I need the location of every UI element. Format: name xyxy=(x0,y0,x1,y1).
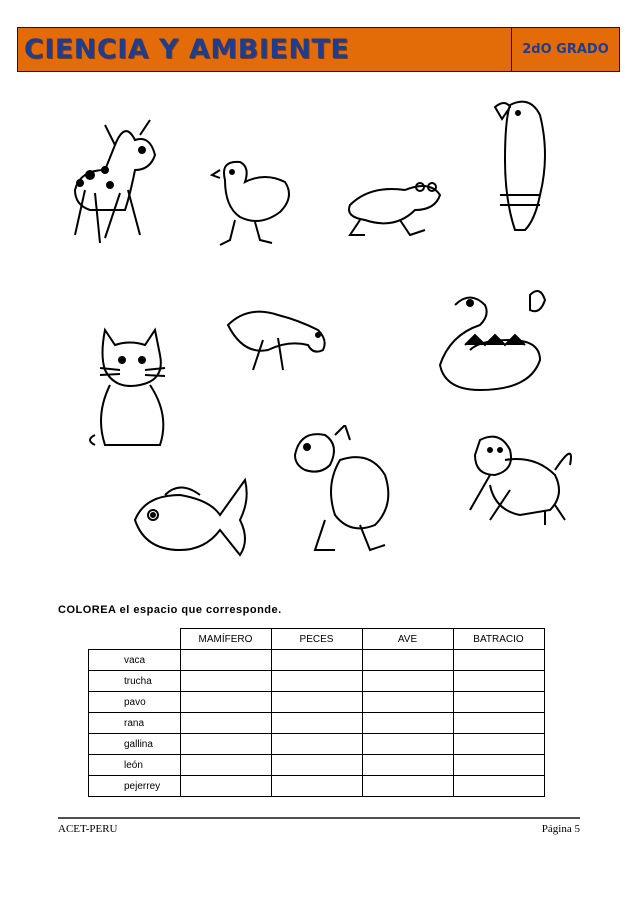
color-cell[interactable] xyxy=(271,713,362,734)
animal-illustrations xyxy=(0,85,638,585)
row-label: pejerrey xyxy=(89,776,181,797)
color-cell[interactable] xyxy=(453,776,544,797)
cat-illustration xyxy=(85,320,175,455)
color-cell[interactable] xyxy=(453,650,544,671)
color-cell[interactable] xyxy=(453,671,544,692)
grade-label: 2dO GRADO xyxy=(522,42,609,57)
color-cell[interactable] xyxy=(453,734,544,755)
color-cell[interactable] xyxy=(271,734,362,755)
chicken-illustration xyxy=(205,150,300,250)
table-corner-cell xyxy=(89,629,181,650)
footer-page-number: Página 5 xyxy=(541,823,580,835)
instruction-text: COLOREA el espacio que corresponde. xyxy=(58,604,282,616)
color-cell[interactable] xyxy=(180,713,271,734)
color-cell[interactable] xyxy=(271,671,362,692)
page-header xyxy=(17,27,620,72)
color-cell[interactable] xyxy=(271,776,362,797)
table-row xyxy=(89,650,545,671)
row-label: pavo xyxy=(89,692,181,713)
color-cell[interactable] xyxy=(362,734,453,755)
color-cell[interactable] xyxy=(362,776,453,797)
frog-illustration xyxy=(340,175,450,240)
color-cell[interactable] xyxy=(180,650,271,671)
footer-organization: ACET-PERU xyxy=(58,823,118,835)
table-row xyxy=(89,755,545,776)
color-cell[interactable] xyxy=(180,671,271,692)
color-cell[interactable] xyxy=(453,692,544,713)
table-row xyxy=(89,713,545,734)
row-label: trucha xyxy=(89,671,181,692)
color-cell[interactable] xyxy=(180,692,271,713)
table-row xyxy=(89,776,545,797)
color-cell[interactable] xyxy=(362,713,453,734)
header-grade-cell xyxy=(511,28,619,71)
header-title-cell xyxy=(18,28,511,71)
classification-table xyxy=(88,628,545,797)
color-cell[interactable] xyxy=(180,734,271,755)
footer-divider xyxy=(58,817,580,819)
monkey-illustration xyxy=(460,430,580,530)
parrot-illustration xyxy=(480,95,560,235)
row-label: león xyxy=(89,755,181,776)
column-header-ave: AVE xyxy=(362,629,453,650)
deer-illustration xyxy=(60,115,170,265)
column-header-batracio: BATRACIO xyxy=(453,629,544,650)
color-cell[interactable] xyxy=(271,650,362,671)
ostrich-illustration xyxy=(218,300,338,380)
page-title: CIENCIA Y AMBIENTE xyxy=(24,34,350,65)
color-cell[interactable] xyxy=(180,776,271,797)
row-label: gallina xyxy=(89,734,181,755)
color-cell[interactable] xyxy=(271,755,362,776)
color-cell[interactable] xyxy=(362,755,453,776)
table-row xyxy=(89,734,545,755)
color-cell[interactable] xyxy=(271,692,362,713)
table-row xyxy=(89,692,545,713)
color-cell[interactable] xyxy=(362,650,453,671)
table-header-row xyxy=(89,629,545,650)
color-cell[interactable] xyxy=(453,755,544,776)
row-label: vaca xyxy=(89,650,181,671)
turtle-illustration xyxy=(285,425,395,555)
column-header-mamifero: MAMÍFERO xyxy=(180,629,271,650)
color-cell[interactable] xyxy=(453,713,544,734)
row-label: rana xyxy=(89,713,181,734)
color-cell[interactable] xyxy=(362,671,453,692)
color-cell[interactable] xyxy=(180,755,271,776)
table-row xyxy=(89,671,545,692)
column-header-peces: PECES xyxy=(271,629,362,650)
color-cell[interactable] xyxy=(362,692,453,713)
snake-illustration xyxy=(435,285,555,395)
fish-illustration xyxy=(125,475,250,570)
